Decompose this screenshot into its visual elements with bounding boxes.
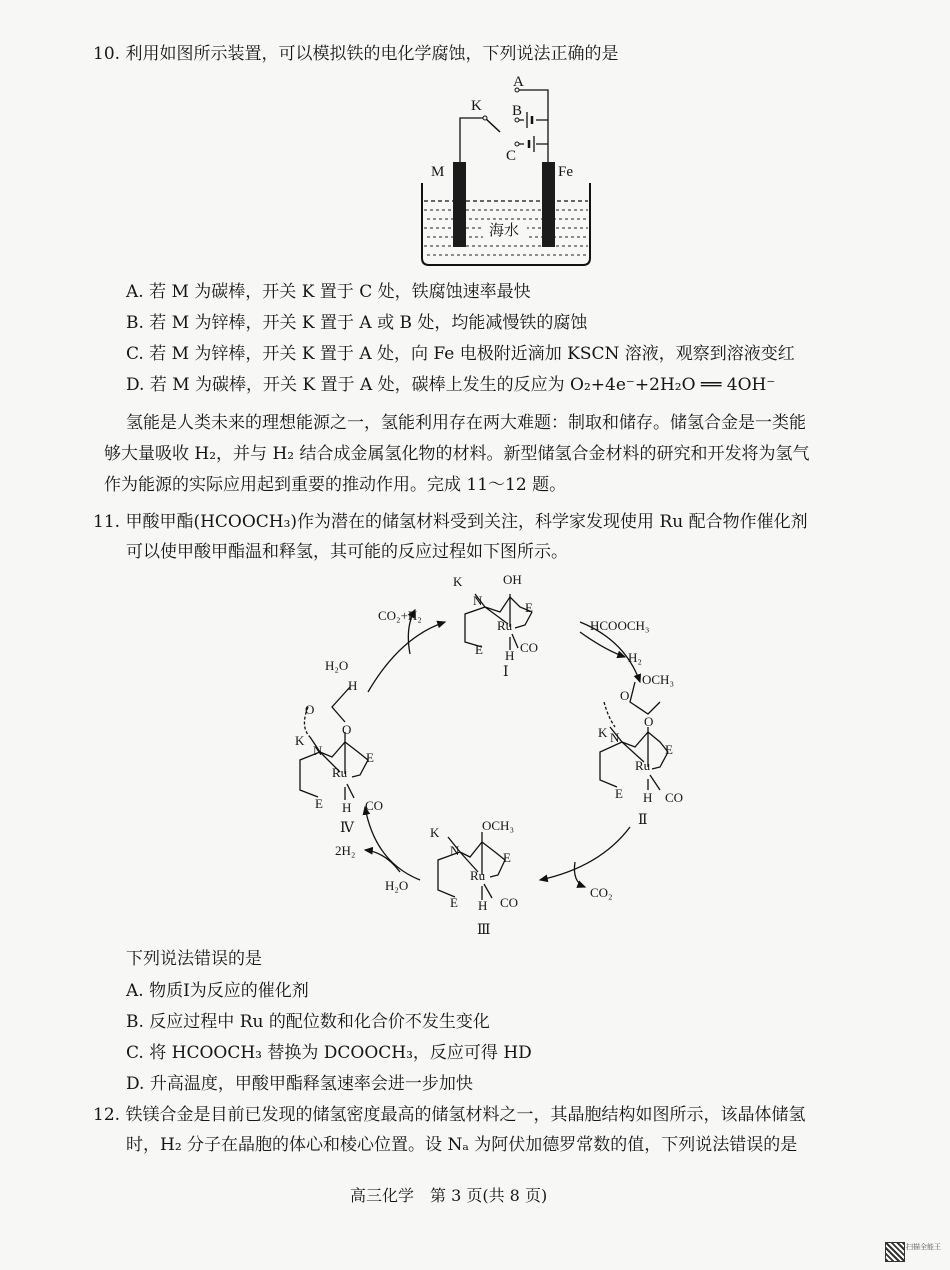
svg-text:K: K <box>430 825 440 840</box>
svg-text:E: E <box>665 742 673 757</box>
svg-text:CO: CO <box>500 895 519 910</box>
label-seawater: 海水 <box>489 223 520 239</box>
intro-line-2: 够大量吸收 H₂，并与 H₂ 结合成金属氢化物的材料。新型储氢合金材料的研究和开发将为氢气 <box>104 444 810 464</box>
qr-code-icon <box>885 1242 905 1262</box>
label-h2o-top: H₂O <box>325 658 349 673</box>
svg-text:H: H <box>342 800 352 815</box>
q12-line-2: 时，H₂ 分子在晶胞的体心和棱心位置。设 Nₐ 为阿伏加德罗常数的值，下列说法错误的是 <box>126 1135 798 1155</box>
label-complex-2: Ⅱ <box>638 813 648 828</box>
label-co2-h2: CO₂+H₂ <box>378 608 422 623</box>
svg-text:OCH₃: OCH₃ <box>642 672 674 687</box>
svg-text:O: O <box>305 702 315 717</box>
electrode-m <box>453 162 466 247</box>
label-2h2: 2H₂ <box>335 843 356 858</box>
label-hcooch3: HCOOCH₃ <box>590 618 650 633</box>
svg-text:N: N <box>450 843 460 858</box>
label-complex-4: Ⅳ <box>340 821 354 836</box>
svg-text:E: E <box>475 642 483 657</box>
svg-text:H: H <box>478 898 488 913</box>
svg-text:OH: OH <box>503 572 522 587</box>
intro-line-1: 氢能是人类未来的理想能源之一，氢能利用存在两大难题：制取和储存。储氢合金是一类能 <box>126 413 806 433</box>
electrode-fe <box>542 162 555 247</box>
q11-option-b: B. 反应过程中 Ru 的配位数和化合价不发生变化 <box>126 1012 490 1032</box>
svg-text:E: E <box>366 750 374 765</box>
svg-text:E: E <box>615 786 623 801</box>
q10-option-a: A. 若 M 为碳棒，开关 K 置于 C 处，铁腐蚀速率最快 <box>126 282 531 302</box>
svg-text:N: N <box>313 743 323 758</box>
svg-text:O: O <box>342 722 352 737</box>
svg-text:E: E <box>525 600 533 615</box>
svg-text:K: K <box>295 733 305 748</box>
svg-text:OCH₃: OCH₃ <box>482 818 514 833</box>
svg-text:E: E <box>503 850 511 865</box>
svg-text:Ru: Ru <box>332 765 348 780</box>
q10-stem: 10. 利用如图所示装置，可以模拟铁的电化学腐蚀，下列说法正确的是 <box>93 44 619 64</box>
svg-text:Ru: Ru <box>497 618 513 633</box>
label-c: C <box>506 148 517 164</box>
label-b: B <box>512 103 523 119</box>
catalytic-cycle <box>270 562 740 947</box>
svg-text:H: H <box>348 678 358 693</box>
q10-option-b: B. 若 M 为锌棒，开关 K 置于 A 或 B 处，均能减慢铁的腐蚀 <box>126 313 588 333</box>
page-footer: 高三化学 第 3 页(共 8 页) <box>350 1186 548 1205</box>
label-complex-3: Ⅲ <box>477 923 491 938</box>
intro-line-3: 作为能源的实际应用起到重要的推动作用。完成 11～12 题。 <box>104 475 567 495</box>
q11-stem-1: 11. 甲酸甲酯(HCOOCH₃)作为潜在的储氢材料受到关注，科学家发现使用 Ru 配合物作催化剂 <box>93 512 808 532</box>
label-complex-1: Ⅰ <box>503 665 509 680</box>
q11-stem-2: 可以使甲酸甲酯温和释氢，其可能的反应过程如下图所示。 <box>126 542 568 562</box>
label-a: A <box>513 74 524 90</box>
svg-text:K: K <box>598 725 608 740</box>
svg-text:CO: CO <box>665 790 684 805</box>
svg-text:Ru: Ru <box>470 868 486 883</box>
svg-text:O: O <box>644 714 654 729</box>
svg-text:O: O <box>620 688 630 703</box>
label-k: K <box>471 98 482 114</box>
q10-option-d: D. 若 M 为碳棒，开关 K 置于 A 处，碳棒上发生的反应为 O₂+4e⁻+2H₂O ══ 4OH⁻ <box>126 375 776 395</box>
q10-option-c: C. 若 M 为锌棒，开关 K 置于 A 处，向 Fe 电极附近滴加 KSCN 溶液，观察到溶液变红 <box>126 344 795 364</box>
svg-text:E: E <box>315 796 323 811</box>
svg-text:E: E <box>450 895 458 910</box>
q11-prompt: 下列说法错误的是 <box>126 949 262 969</box>
svg-text:CO: CO <box>520 640 539 655</box>
electrochem-apparatus <box>405 70 605 270</box>
q11-option-d: D. 升高温度，甲酸甲酯释氢速率会进一步加快 <box>126 1074 473 1094</box>
label-h2o-bottom: H₂O <box>385 878 409 893</box>
svg-text:K: K <box>453 574 463 589</box>
label-m: M <box>431 164 445 180</box>
svg-text:H: H <box>505 648 515 663</box>
q12-line-1: 12. 铁镁合金是目前已发现的储氢密度最高的储氢材料之一，其晶胞结构如图所示，该晶体储氢 <box>93 1105 806 1125</box>
svg-text:H: H <box>643 790 653 805</box>
svg-text:Ru: Ru <box>635 758 651 773</box>
svg-text:N: N <box>610 730 620 745</box>
q11-option-a: A. 物质Ⅰ为反应的催化剂 <box>126 981 309 1001</box>
switch-k <box>485 118 500 132</box>
scanner-watermark: 扫描全能王 <box>906 1243 941 1251</box>
q11-option-c: C. 将 HCOOCH₃ 替换为 DCOOCH₃，反应可得 HD <box>126 1043 532 1063</box>
svg-text:N: N <box>473 593 483 608</box>
label-co2: CO₂ <box>590 885 613 900</box>
label-fe: Fe <box>558 164 573 180</box>
svg-text:CO: CO <box>365 798 384 813</box>
label-h2: H₂ <box>628 650 642 665</box>
